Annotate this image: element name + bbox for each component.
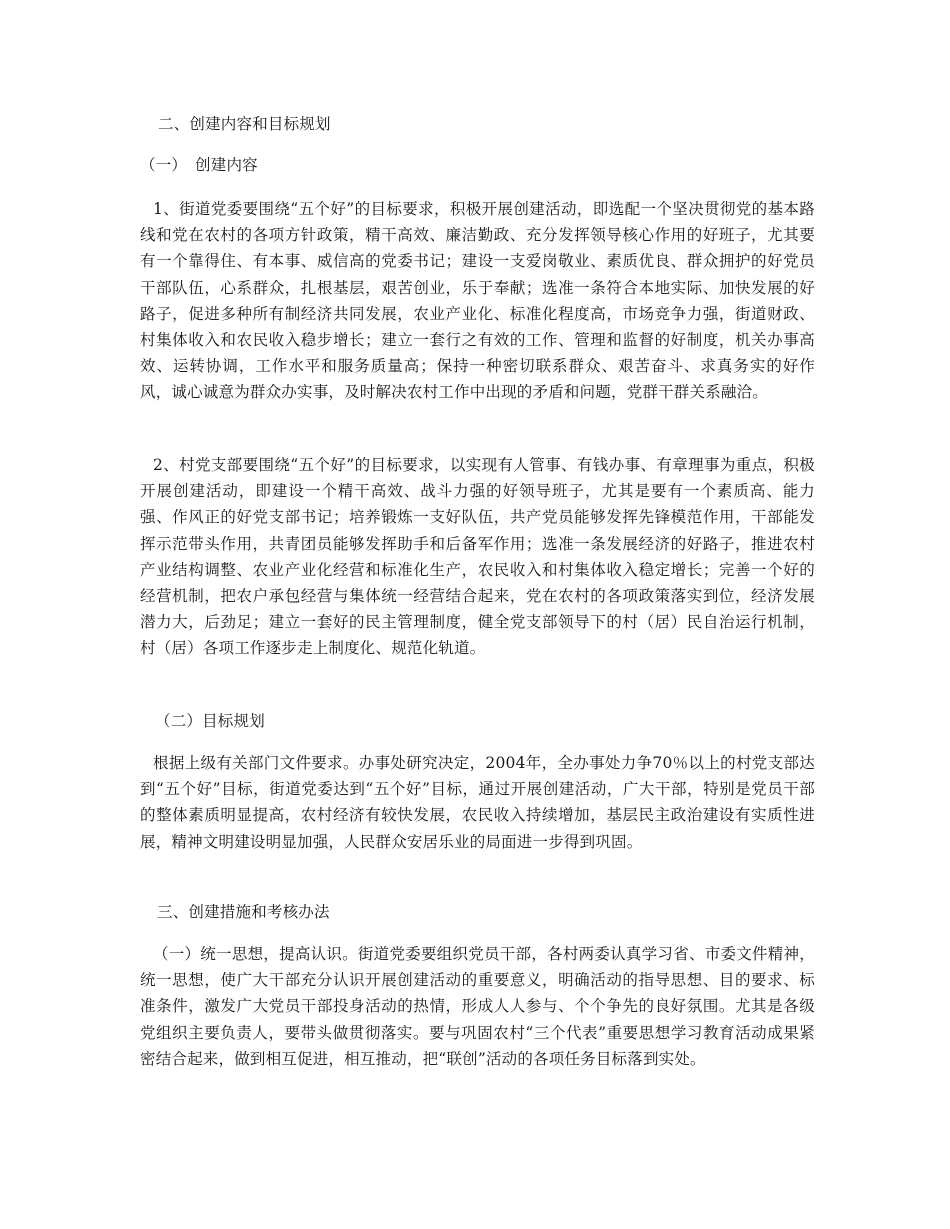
subsection-heading-goals: （二）目标规划 <box>155 712 265 730</box>
paragraph-1: 1、街道党委要围绕“五个好”的目标要求，积极开展创建活动，即选配一个坚决贯彻党的基本路线和党在农村的各项方针政策，精干高效、廉洁勤政、充分发挥领导核心作用的好班子，尤其要有一个靠得住、有本事、威信高的党委书记；建设一支爱岗敬业、素质优良、群众拥护的好党员干部队伍，心系群众，扎根基层，艰苦创业，乐于奉献；选准一条符合本地实际、加快发展的好路子，促进多种所有制经济共同发展，农业产业化、标准化程度高，市场竞争力强，街道财政、村集体收入和农民收入稳步增长；建立一套行之有效的工作、管理和监督的好制度，机关办事高效、运转协调，工作水平和服务质量高；保持一种密切联系群众、艰苦奋斗、求真务实的好作风，诚心诚意为群众办实事，及时解决农村工作中出现的矛盾和问题，党群干群关系融洽。 <box>140 200 815 402</box>
section-heading-2: 二、创建内容和目标规划 <box>158 115 331 133</box>
paragraph-2: 2、村党支部要围绕“五个好”的目标要求，以实现有人管事、有钱办事、有章理事为重点，积极开展创建活动，即建设一个精干高效、战斗力强的好领导班子，尤其是要有一个素质高、能力强、作风正的好党支部书记；培养锻炼一支好队伍，共产党员能够发挥先锋模范作用，干部能发挥示范带头作用，共青团员能够发挥助手和后备军作用；选准一条发展经济的好路子，推进农村产业结构调整、农业产业化经营和标准化生产，农民收入和村集体收入稳定增长；完善一个好的经营机制，把农户承包经营与集体统一经营结合起来，党在农村的各项政策落实到位，经济发展潜力大，后劲足；建立一套好的民主管理制度，健全党支部领导下的村（居）民自治运行机制，村（居）各项工作逐步走上制度化、规范化轨道。 <box>140 456 815 658</box>
paragraph-4: （一）统一思想，提高认识。街道党委要组织党员干部，各村两委认真学习省、市委文件精神，统一思想，使广大干部充分认识开展创建活动的重要意义，明确活动的指导思想、目的要求、标准条件，激发广大党员干部投身活动的热情，形成人人参与、个个争先的良好氛围。尤其是各级党组织主要负责人，要带头做贯彻落实。要与巩固农村“三个代表”重要思想学习教育活动成果紧密结合起来，做到相互促进，相互推动，把“联创”活动的各项任务目标落到实处。 <box>140 945 815 1068</box>
paragraph-3: 根据上级有关部门文件要求。办事处研究决定，2004年，全办事处力争70％以上的村党支部达到“五个好”目标，街道党委达到“五个好”目标，通过开展创建活动，广大干部，特别是党员干部的整体素质明显提高，农村经济有较快发展，农民收入持续增加，基层民主政治建设有实质性进展，精神文明建设明显加强，人民群众安居乐业的局面进一步得到巩固。 <box>140 754 815 851</box>
section-heading-3: 三、创建措施和考核办法 <box>157 903 330 921</box>
subsection-heading-content: （一） 创建内容 <box>140 156 258 174</box>
